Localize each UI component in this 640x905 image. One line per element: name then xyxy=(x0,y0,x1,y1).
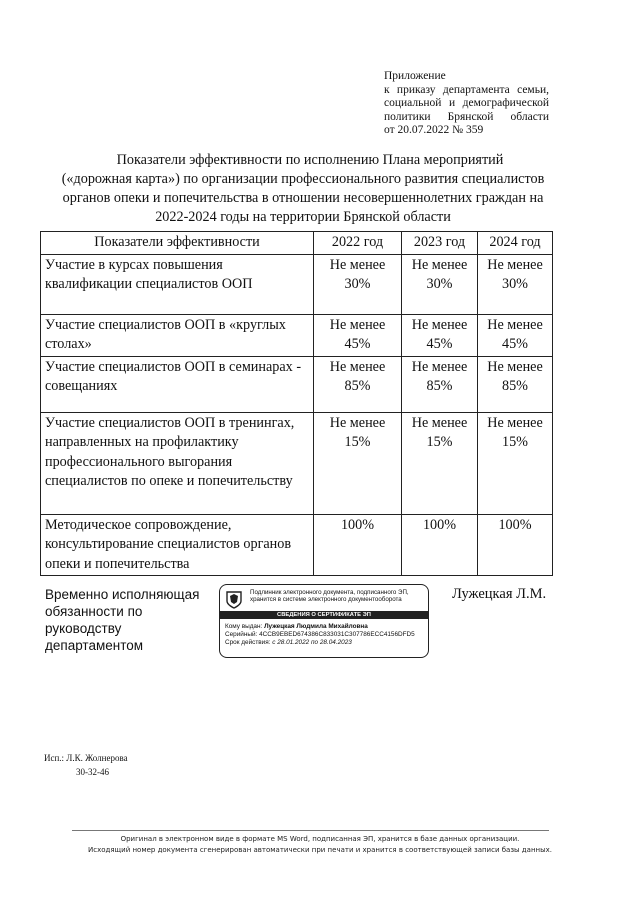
value-cell: 100% xyxy=(402,514,478,576)
appendix-line: к приказу департамента семьи, xyxy=(384,83,549,96)
table-row xyxy=(41,514,553,576)
appendix-block xyxy=(384,70,549,138)
stamp-issued-to: Кому выдан: Лужецкая Людмила Михайловна xyxy=(225,623,368,630)
appendix-line: Приложение xyxy=(384,70,446,82)
value-cell: 100% xyxy=(478,514,553,576)
executor-name: Исп.: Л.К. Жолнерова xyxy=(44,753,128,763)
value-cell: Не менее 45% xyxy=(478,314,553,356)
value-cell: Не менее 30% xyxy=(478,254,553,314)
value-cell: Не менее 85% xyxy=(478,356,553,412)
executor-phone: 30-32-46 xyxy=(76,767,109,777)
column-header: 2023 год xyxy=(402,232,478,255)
value-cell: Не менее 15% xyxy=(314,412,402,514)
stamp-header: Подлинник электронного документа, подписанного ЭП, хранится в системе электронного документооборота xyxy=(250,589,409,603)
signatory-name: Лужецкая Л.М. xyxy=(452,586,547,602)
title-line: органов опеки и попечительства в отношении несовершеннолетних граждан на xyxy=(62,190,544,206)
table-header-row xyxy=(41,232,553,255)
appendix-line: политики Брянской области xyxy=(384,110,549,123)
footer-note: Оригинал в электронном виде в формате MS Word, подписанная ЭП, хранится в базе данных организации. Исходящий номер документа сгенерирован автоматически при печати и хранится в соответствующей записи базы данных. xyxy=(88,835,552,854)
value-cell: Не менее 30% xyxy=(402,254,478,314)
indicator-cell: Методическое сопровождение, консультирование специалистов органов опеки и попечительства xyxy=(41,514,314,576)
coat-of-arms-icon xyxy=(226,591,242,609)
value-cell: Не менее 85% xyxy=(314,356,402,412)
value-cell: Не менее 45% xyxy=(314,314,402,356)
stamp-validity: Срок действия: с 28.01.2022 по 28.04.2023 xyxy=(225,639,352,646)
table-row xyxy=(41,356,553,412)
value-cell: Не менее 15% xyxy=(478,412,553,514)
column-header: 2024 год xyxy=(478,232,553,255)
indicator-cell: Участие специалистов ООП в семинарах - совещаниях xyxy=(41,356,314,412)
appendix-line: от 20.07.2022 № 359 xyxy=(384,124,484,137)
value-cell: Не менее 85% xyxy=(402,356,478,412)
table-row xyxy=(41,412,553,514)
title-line: 2022-2024 годы на территории Брянской области xyxy=(155,209,451,225)
footer-divider xyxy=(72,830,549,831)
title-line: («дорожная карта») по организации профессионального развития специалистов xyxy=(61,171,545,187)
stamp-serial: Серийный: 4CCB9EBED674386C833031C307786ECC4156DFD5 xyxy=(225,631,415,638)
value-cell: Не менее 15% xyxy=(402,412,478,514)
stamp-band: СВЕДЕНИЯ О СЕРТИФИКАТЕ ЭП xyxy=(220,611,428,619)
column-header: Показатели эффективности xyxy=(41,232,314,255)
value-cell: Не менее 45% xyxy=(402,314,478,356)
indicators-table xyxy=(40,231,553,576)
table-row xyxy=(41,254,553,314)
indicator-cell: Участие в курсах повышения квалификации специалистов ООП xyxy=(41,254,314,314)
value-cell: 100% xyxy=(314,514,402,576)
executor-block xyxy=(44,751,128,779)
electronic-signature-stamp xyxy=(219,584,429,658)
indicator-cell: Участие специалистов ООП в «круглых столах» xyxy=(41,314,314,356)
table-row xyxy=(41,314,553,356)
signatory-role: Временно исполняющая обязанности по руководству департаментом xyxy=(45,587,200,653)
title-line: Показатели эффективности по исполнению Плана мероприятий xyxy=(116,152,504,168)
appendix-line: социальной и демографической xyxy=(384,97,549,110)
column-header: 2022 год xyxy=(314,232,402,255)
value-cell: Не менее 30% xyxy=(314,254,402,314)
indicator-cell: Участие специалистов ООП в тренингах, направленных на профилактику профессионального выгорания специалистов по опеке и попечительству xyxy=(41,412,314,514)
document-title xyxy=(38,151,568,227)
